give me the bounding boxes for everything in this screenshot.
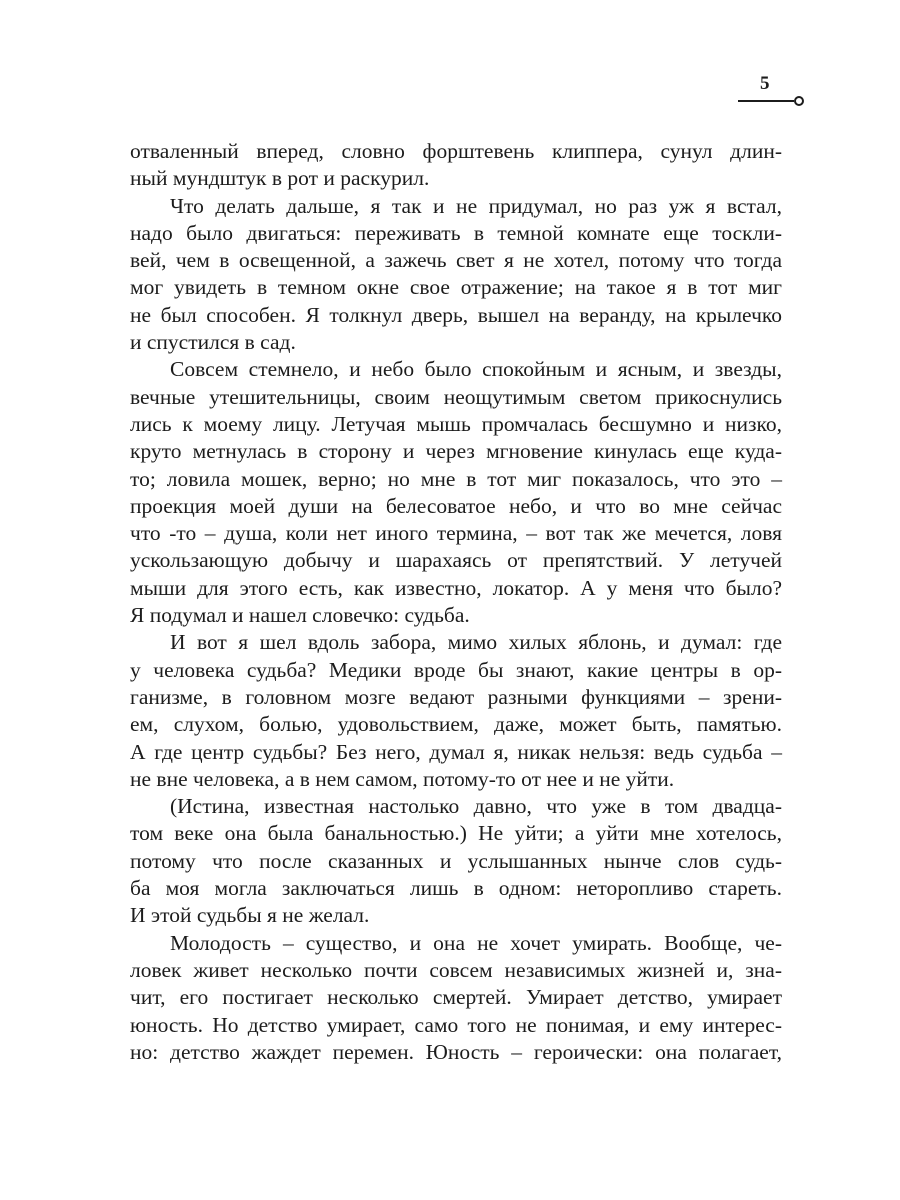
text-line: Я подумал и нашел словечко: судьба. <box>130 603 470 628</box>
text-line: мог увидеть в темном окне свое отражение; на такое я в тот миг <box>130 275 782 300</box>
text-line: (Истина, известная настолько давно, что уже в том двадца- <box>170 794 782 819</box>
text-line: круто метнулась в сторону и через мгновение кинулась еще куда- <box>130 439 782 464</box>
page-header <box>728 72 812 112</box>
text-line: надо было двигаться: переживать в темной комнате еще тоскли- <box>130 220 782 245</box>
text-line: вечные утешительницы, своим неощутимым светом прикоснулись <box>130 384 782 409</box>
header-rule <box>738 100 794 102</box>
text-line: ускользающую добычу и шарахаясь от препятствий. У летучей <box>130 548 782 573</box>
text-line: не вне человека, а в нем самом, потому-то от нее и не уйти. <box>130 766 675 791</box>
text-line: ганизме, в головном мозге ведают разными функциями – зрени- <box>130 684 782 709</box>
text-line: ем, слухом, болью, удовольствием, даже, может быть, памятью. <box>130 712 782 737</box>
text-line: И вот я шел вдоль забора, мимо хилых яблонь, и думал: где <box>170 630 782 655</box>
text-line: том веке она была банальностью.) Не уйти; а уйти мне хотелось, <box>130 821 782 846</box>
text-line: ба моя могла заключаться лишь в одном: неторопливо стареть. <box>130 876 782 901</box>
text-line: и спустился в сад. <box>130 330 296 355</box>
text-line: ловек живет несколько почти совсем независимых жизней и, зна- <box>130 957 782 982</box>
text-line: то; ловила мошек, верно; но мне в тот миг показалось, что это – <box>130 466 782 491</box>
text-line: А где центр судьбы? Без него, думал я, никак нельзя: ведь судьба – <box>130 739 782 764</box>
text-line: вей, чем в освещенной, а зажечь свет я не хотел, потому что тогда <box>130 248 782 273</box>
text-line: ный мундштук в рот и раскурил. <box>130 166 430 191</box>
text-line: у человека судьба? Медики вроде бы знают, какие центры в ор- <box>130 657 782 682</box>
text-line: Совсем стемнело, и небо было спокойным и ясным, и звезды, <box>170 357 782 382</box>
text-line: но: детство жаждет перемен. Юность – героически: она полагает, <box>130 1039 782 1064</box>
text-line: Молодость – существо, и она не хочет умирать. Вообще, че- <box>170 930 782 955</box>
text-line: лись к моему лицу. Летучая мышь промчалась бесшумно и низко, <box>130 411 782 436</box>
text-line: И этой судьбы я не желал. <box>130 903 370 928</box>
text-line: потому что после сказанных и услышанных нынче слов судь- <box>130 848 782 873</box>
text-line: отваленный вперед, словно форштевень клиппера, сунул длин- <box>130 139 782 163</box>
text-line: проекция моей души на белесоватое небо, и что во мне сейчас <box>130 493 782 518</box>
text-line: не был способен. Я толкнул дверь, вышел на веранду, на крылечко <box>130 302 782 327</box>
body-text <box>130 138 782 1066</box>
text-line: что -то – душа, коли нет иного термина, – вот так же мечется, ловя <box>130 521 782 546</box>
header-dot-ornament <box>794 96 804 106</box>
text-line: чит, его постигает несколько смертей. Умирает детство, умирает <box>130 985 782 1010</box>
text-line: юность. Но детство умирает, само того не понимая, и ему интерес- <box>130 1012 782 1037</box>
text-line: Что делать дальше, я так и не придумал, но раз уж я встал, <box>170 193 782 218</box>
page-number: 5 <box>760 73 770 94</box>
text-line: мыши для этого есть, как известно, локатор. А у меня что было? <box>130 575 782 600</box>
